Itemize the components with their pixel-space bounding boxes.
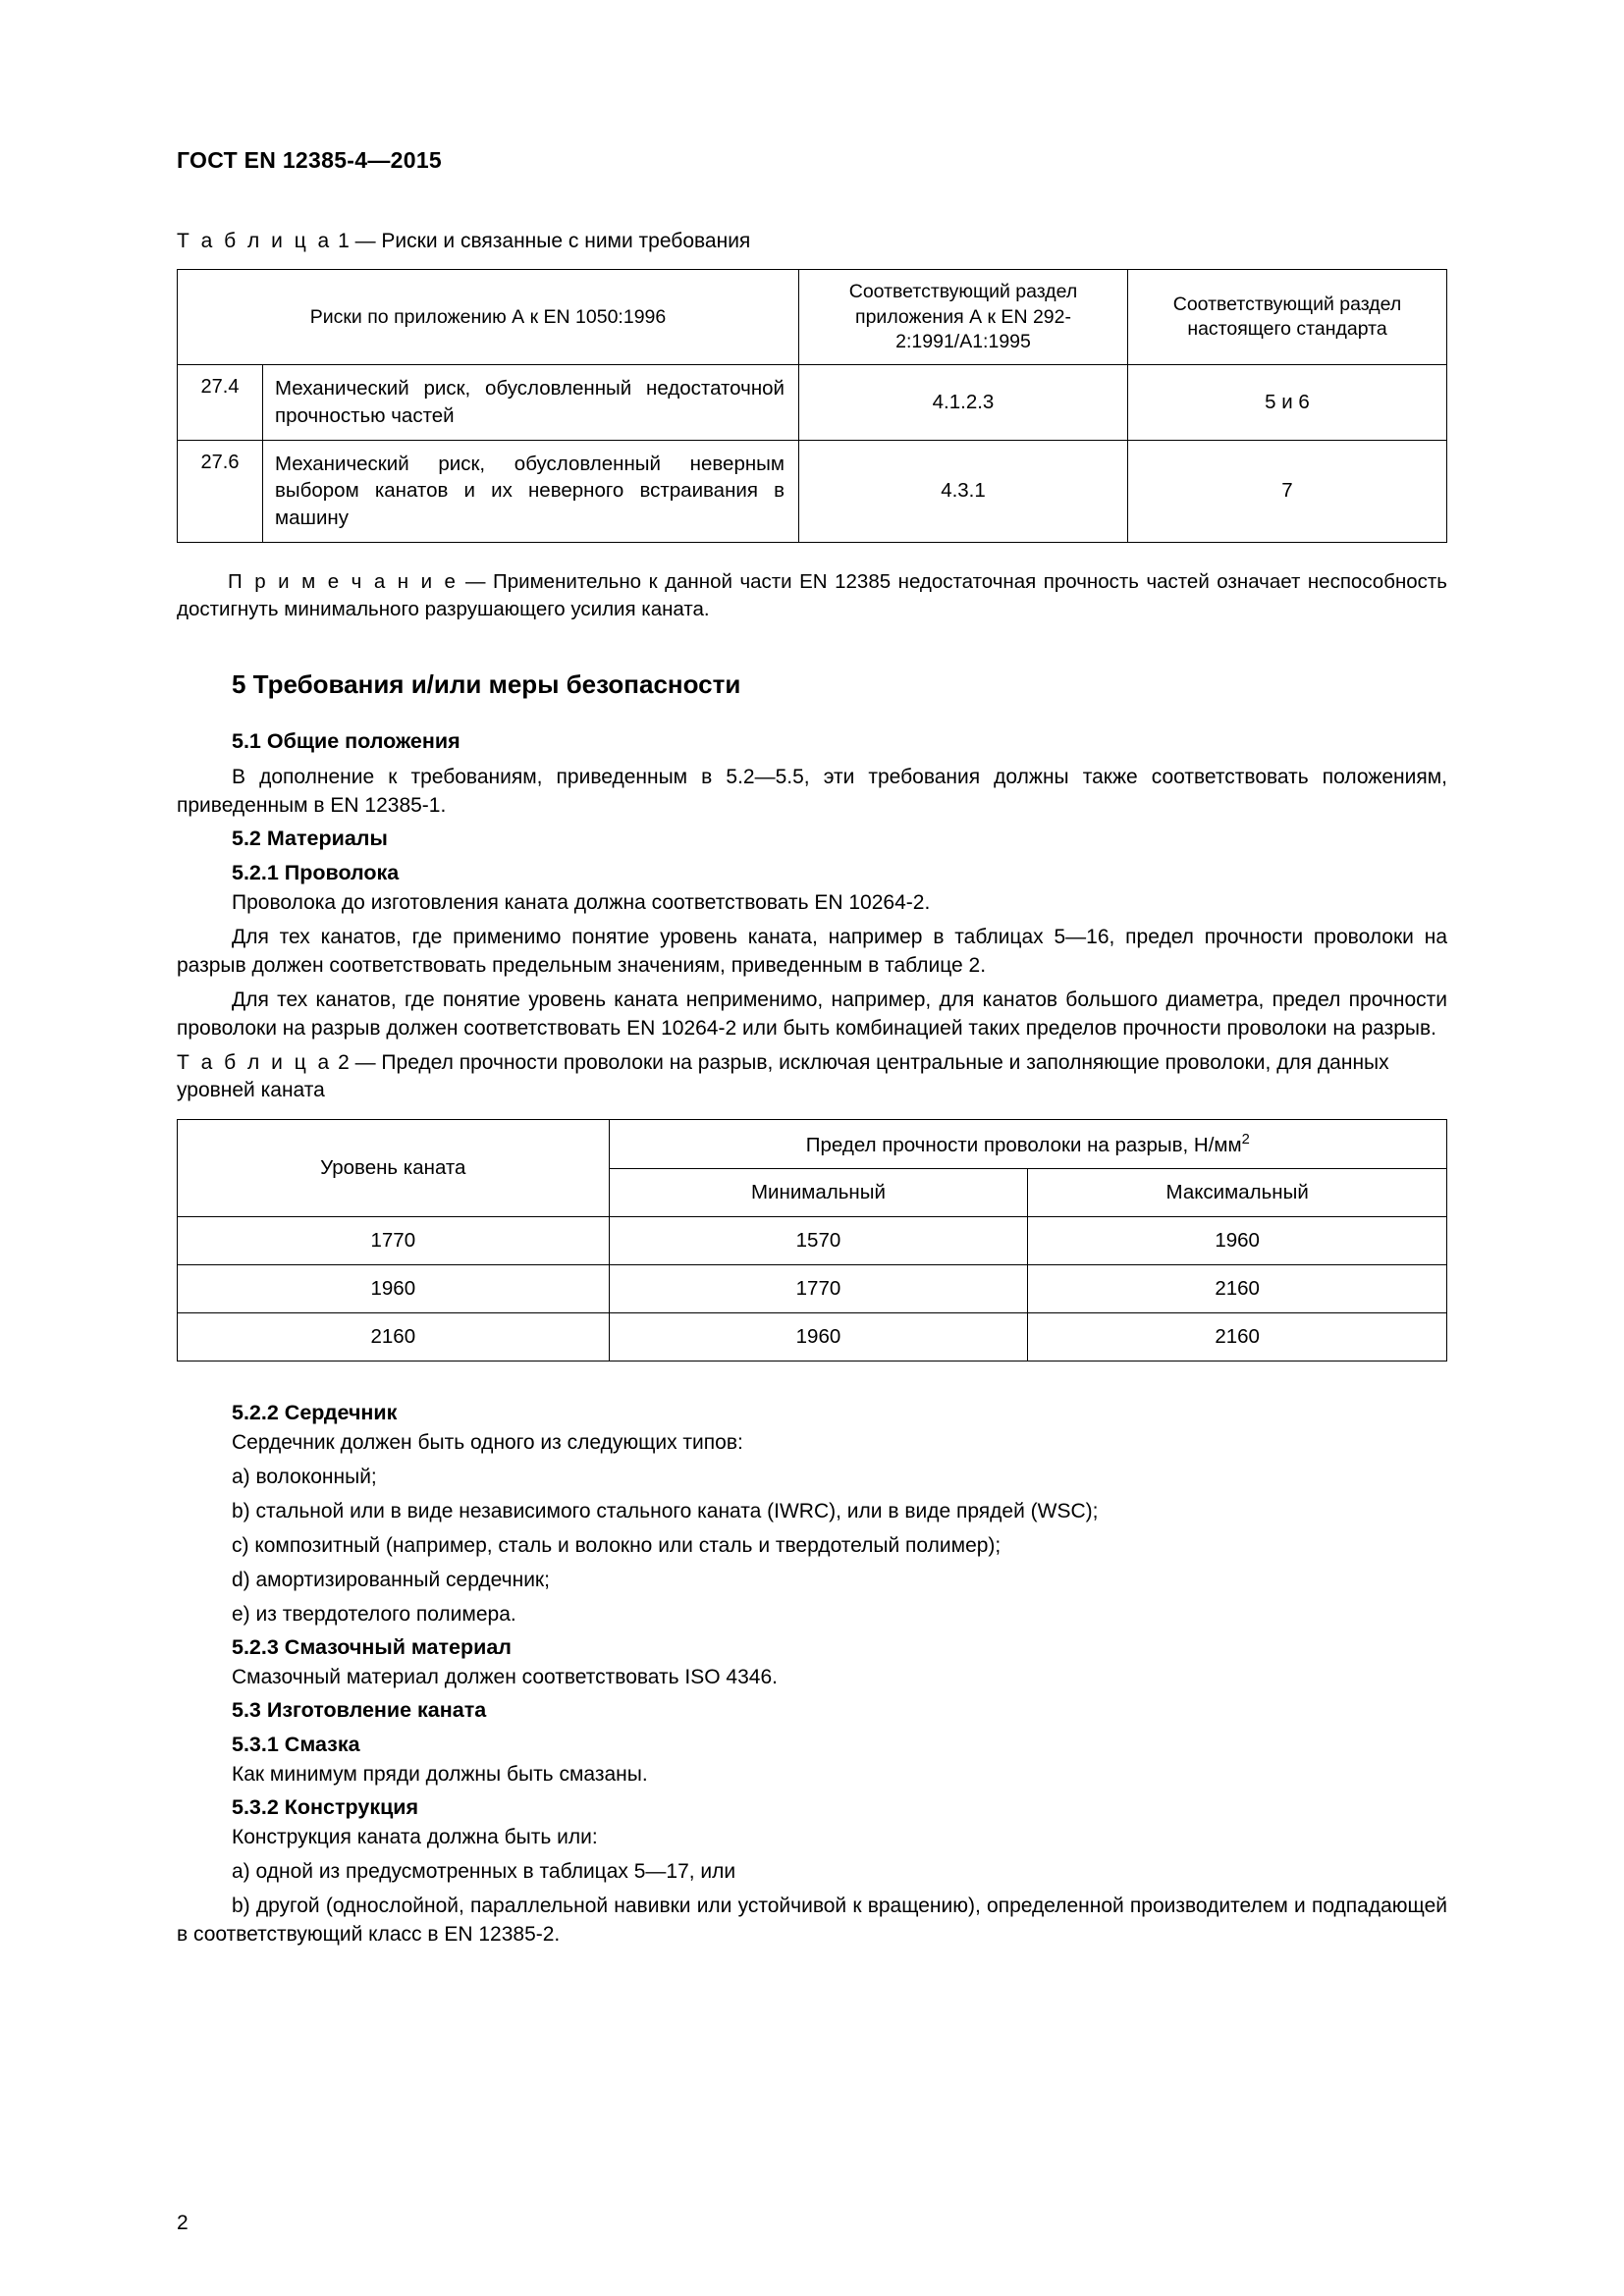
table-2-row-2-level: 2160 [178, 1313, 610, 1362]
table-1-row-0-col2: 4.1.2.3 [799, 365, 1128, 440]
section-5-2-3-title: 5.2.3 Смазочный материал [232, 1635, 512, 1660]
section-5-3-1-paragraph: Как минимум пряди должны быть смазаны. [232, 1763, 648, 1787]
table-2-row-1-max: 2160 [1028, 1265, 1447, 1313]
section-5-3-2-title: 5.3.2 Конструкция [232, 1795, 419, 1820]
note-text: — Применительно к данной части EN 12385 недостаточная прочность частей означает неспособность достигнуть минимального разрушающего усилия каната. [177, 569, 1447, 621]
table-row [178, 1265, 1447, 1313]
section-5-2-2-item-a: a) волоконный; [232, 1466, 377, 1489]
table-2-header-level: Уровень каната [178, 1119, 610, 1217]
section-5-2-2-lead: Сердечник должен быть одного из следующих типов: [232, 1431, 743, 1455]
section-5-1-paragraph: В дополнение к требованиям, приведенным в 5.2—5.5, эти требования должны также соответствовать положениям, приведенным в EN 12385-1. [177, 766, 1447, 818]
section-5-2-2-item-d: d) амортизированный сердечник; [232, 1569, 550, 1592]
table-2-row-0-max: 1960 [1028, 1217, 1447, 1265]
table-row [178, 1313, 1447, 1362]
table-wire-tensile-strength [177, 1119, 1447, 1362]
table-2-header-group-sup: 2 [1241, 1131, 1250, 1148]
table-1-row-0-num: 27.4 [178, 365, 263, 440]
table-row-header [178, 270, 1447, 365]
section-5-2-1-paragraph-2: Для тех канатов, где применимо понятие уровень каната, например в таблицах 5—16, предел прочности проволоки на разрыв должен соответствовать предельным значениям, приведенным в таблице 2. [177, 926, 1447, 977]
section-5-3-2-item-b: b) другой (однослойной, параллельной навивки или устойчивой к вращению), определенной производителем и подпадающей в соответствующий класс в EN 12385-2. [177, 1895, 1447, 1947]
table-1-header-col2: Соответствующий раздел приложения А к EN 292-2:1991/A1:1995 [799, 270, 1128, 365]
section-5-2-1-paragraph-1: Проволока до изготовления каната должна соответствовать EN 10264-2. [232, 891, 931, 915]
section-5-1-title: 5.1 Общие положения [232, 729, 460, 754]
table-2-header-min: Минимальный [609, 1169, 1028, 1217]
table-2-caption-text: 2 — Предел прочности проволоки на разрыв, исключая центральные и заполняющие проволоки, для данных уровней каната [177, 1050, 1389, 1102]
table-row [178, 440, 1447, 542]
table-2-row-0-min: 1570 [609, 1217, 1028, 1265]
table-2-row-0-level: 1770 [178, 1217, 610, 1265]
table-1-note [177, 568, 1447, 624]
table-2-row-1-level: 1960 [178, 1265, 610, 1313]
section-5-2-1-paragraph-3: Для тех канатов, где понятие уровень каната неприменимо, например, для канатов большого диаметра, предел прочности проволоки на разрыв должен соответствовать EN 10264-2 или быть комбинацией таких пределов прочности проволоки на разрыв. [177, 988, 1447, 1040]
section-5-2-3-paragraph: Смазочный материал должен соответствовать ISO 4346. [232, 1666, 778, 1689]
section-5-2-2-item-c: c) композитный (например, сталь и волокно или сталь и твердотелый полимер); [232, 1534, 1001, 1558]
section-5-3-title: 5.3 Изготовление каната [232, 1698, 487, 1723]
table-1-caption [177, 228, 1447, 255]
table-1-header-col3: Соответствующий раздел настоящего стандарта [1128, 270, 1447, 365]
section-5-2-1-title: 5.2.1 Проволока [232, 861, 400, 885]
table-1-row-1-risk: Механический риск, обусловленный неверным выбором канатов и их неверного встраивания в машину [263, 440, 799, 542]
table-2-header-group [609, 1119, 1446, 1169]
table-row [178, 365, 1447, 440]
table-2-row-2-min: 1960 [609, 1313, 1028, 1362]
table-1-caption-text: 1 — Риски и связанные с ними требования [338, 230, 751, 252]
table-row-header [178, 1119, 1447, 1169]
table-1-row-0-risk: Механический риск, обусловленный недостаточной прочностью частей [263, 365, 799, 440]
table-1-row-0-col3: 5 и 6 [1128, 365, 1447, 440]
table-2-row-1-min: 1770 [609, 1265, 1028, 1313]
table-1-caption-label: Т а б л и ц а [177, 230, 333, 252]
page-number: 2 [177, 2212, 189, 2234]
table-2-caption [177, 1049, 1447, 1105]
section-5-3-1-title: 5.3.1 Смазка [232, 1733, 360, 1757]
section-5-2-2-item-e: e) из твердотелого полимера. [232, 1603, 516, 1627]
section-5-3-2-lead: Конструкция каната должна быть или: [232, 1826, 598, 1849]
table-risks [177, 269, 1447, 542]
table-1-row-1-col3: 7 [1128, 440, 1447, 542]
table-1-row-1-num: 27.6 [178, 440, 263, 542]
section-5-title: 5 Требования и/или меры безопасности [232, 669, 741, 700]
table-2-row-2-max: 2160 [1028, 1313, 1447, 1362]
section-5-2-2-item-b: b) стальной или в виде независимого стального каната (IWRC), или в виде прядей (WSC); [232, 1500, 1099, 1523]
section-5-2-title: 5.2 Материалы [232, 827, 388, 851]
table-1-header-col1: Риски по приложению А к EN 1050:1996 [178, 270, 799, 365]
table-2-header-group-text: Предел прочности проволоки на разрыв, Н/мм [805, 1133, 1242, 1156]
note-label: П р и м е ч а н и е [228, 569, 459, 593]
table-2-caption-label: Т а б л и ц а [177, 1050, 333, 1074]
table-1-row-1-col2: 4.3.1 [799, 440, 1128, 542]
table-2-header-max: Максимальный [1028, 1169, 1447, 1217]
section-5-3-2-item-a: a) одной из предусмотренных в таблицах 5—17, или [232, 1860, 736, 1884]
section-5-2-2-title: 5.2.2 Сердечник [232, 1401, 398, 1425]
document-header: ГОСТ EN 12385-4—2015 [177, 147, 443, 173]
table-row [178, 1217, 1447, 1265]
